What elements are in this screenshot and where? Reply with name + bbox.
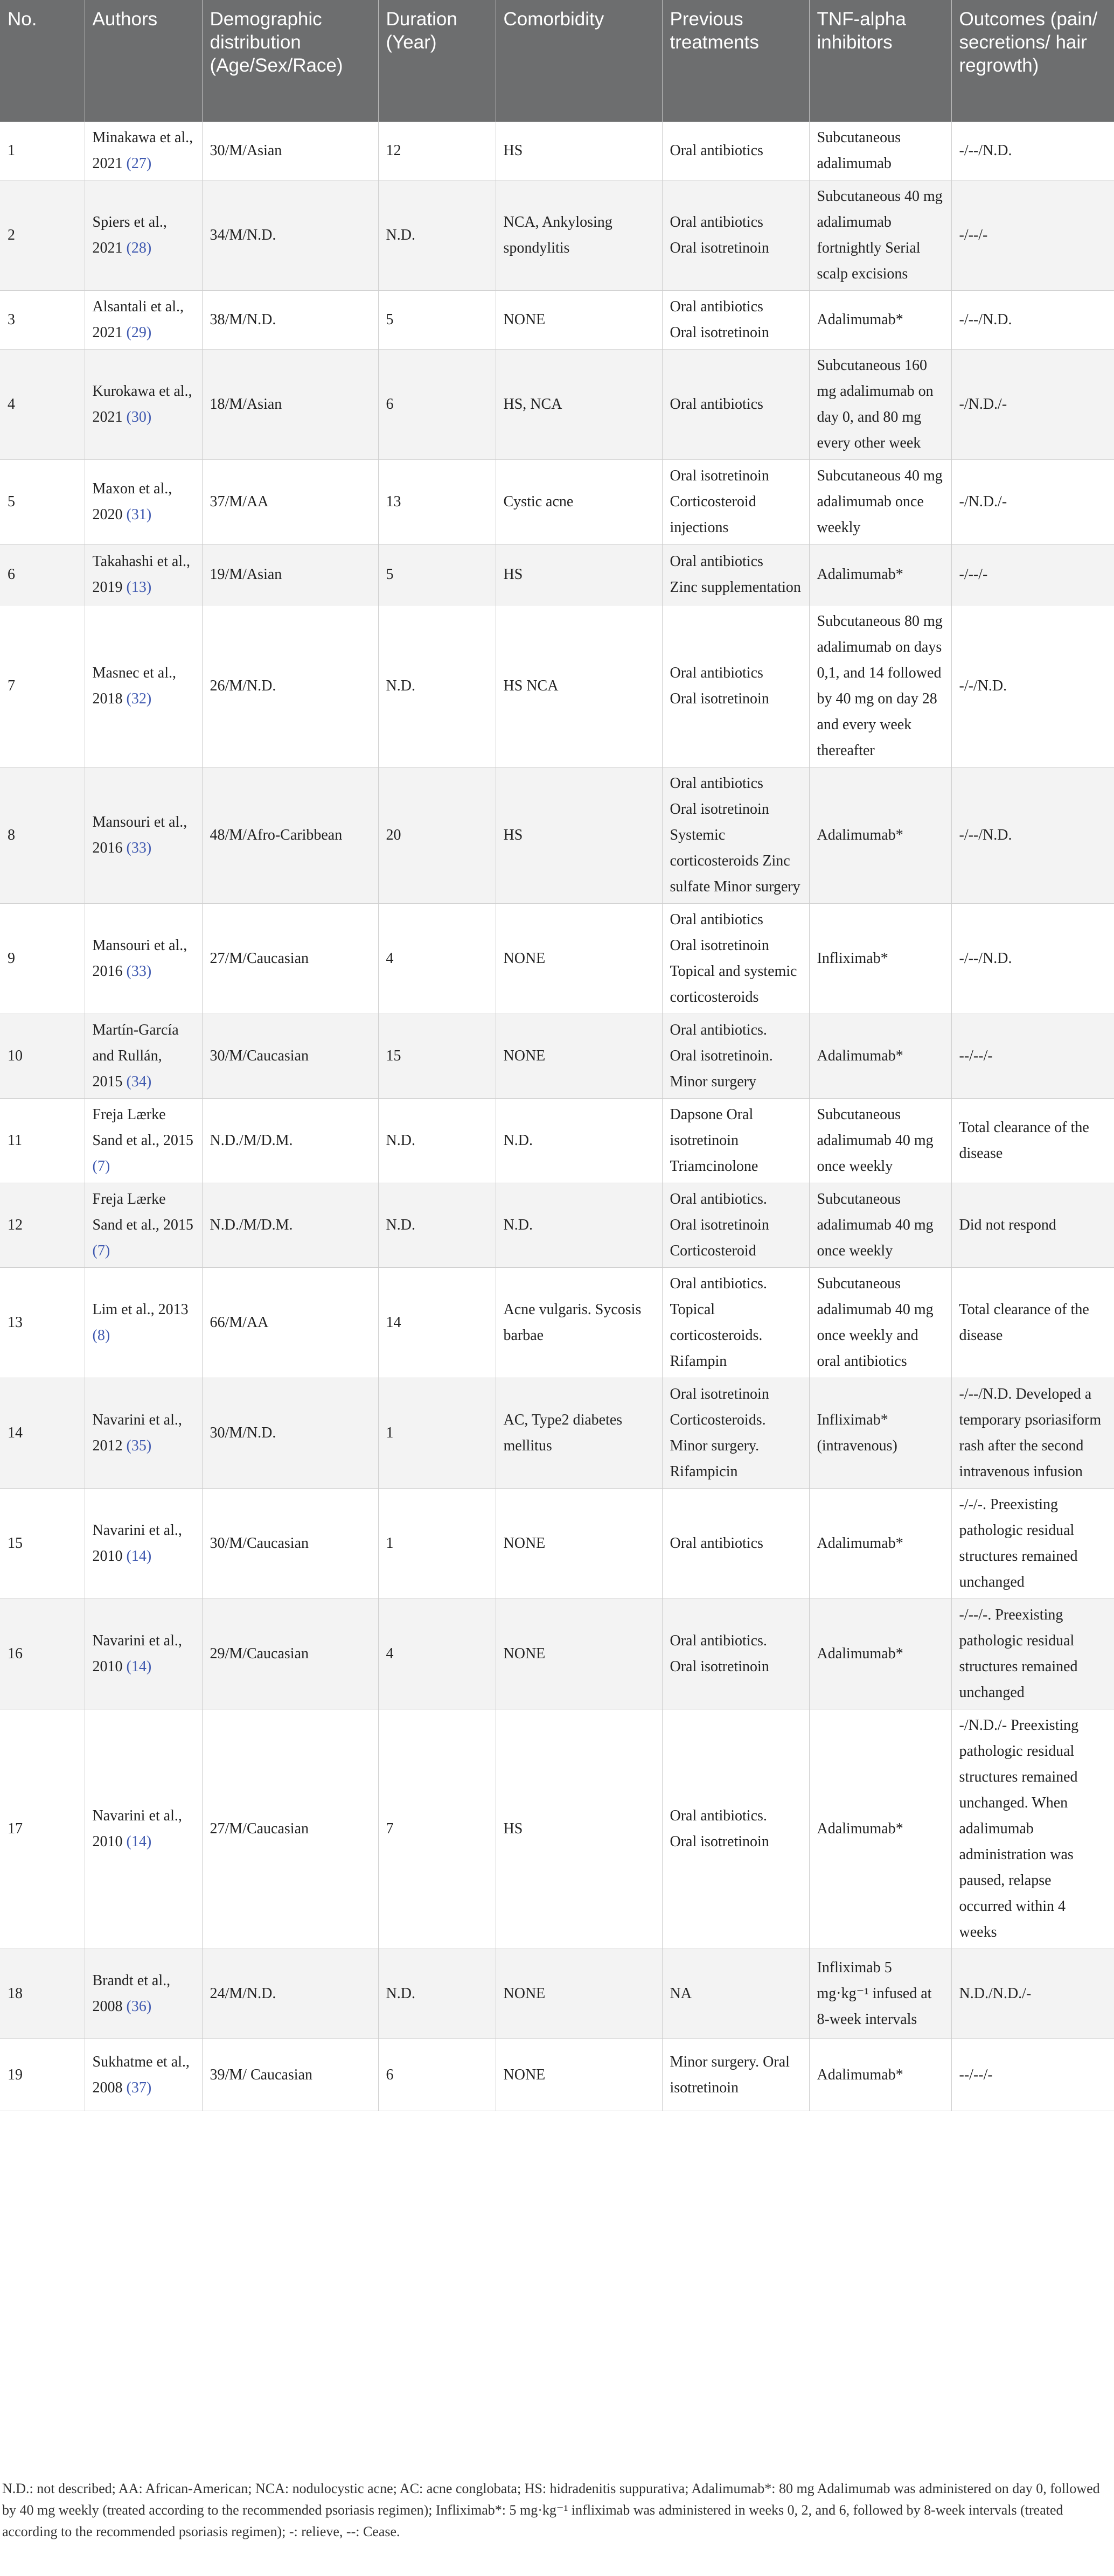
cell-duration: 20 (378, 767, 496, 904)
cell-outcome: -/--/N.D. Developed a temporary psoriasiform rash after the second intravenous infusion (951, 1378, 1114, 1489)
cell-outcome: -/--/- (951, 180, 1114, 291)
author-names: Sukhatme et al., 2008 (92, 2053, 190, 2096)
cell-outcome: Did not respond (951, 1183, 1114, 1268)
cell-no: 13 (0, 1268, 85, 1378)
cell-tnf-inhibitor: Subcutaneous 80 mg adalimumab on days 0,1, and 14 followed by 40 mg on day 28 and every week thereafter (809, 605, 951, 767)
treatment-line: Dapsone Oral isotretinoin Triamcinolone (670, 1106, 758, 1175)
cell-no: 12 (0, 1183, 85, 1268)
cell-tnf-inhibitor: Adalimumab* (809, 544, 951, 605)
cell-demographic: 37/M/AA (202, 460, 378, 544)
cell-previous-treatments (662, 1014, 809, 1099)
cell-previous-treatments (662, 904, 809, 1014)
cell-comorbidity: AC, Type2 diabetes mellitus (496, 1378, 662, 1489)
table-row (0, 1709, 1114, 1949)
cell-duration: 6 (378, 2039, 496, 2111)
author-names: Navarini et al., 2010 (92, 1632, 182, 1675)
table-row (0, 605, 1114, 767)
cell-outcome: N.D./N.D./- (951, 1949, 1114, 2039)
treatment-line: Oral antibiotics. (670, 1191, 767, 1207)
table-row (0, 904, 1114, 1014)
cell-duration: 1 (378, 1489, 496, 1599)
citation-link[interactable]: (29) (126, 324, 152, 341)
treatment-line: Oral antibiotics (670, 142, 763, 159)
cell-comorbidity: NONE (496, 1599, 662, 1709)
cell-outcome: -/--/N.D. (951, 122, 1114, 180)
cell-comorbidity: N.D. (496, 1183, 662, 1268)
table-row (0, 2039, 1114, 2111)
citation-link[interactable]: (14) (126, 1658, 152, 1675)
cell-comorbidity: Acne vulgaris. Sycosis barbae (496, 1268, 662, 1378)
treatment-line: Oral antibiotics. (670, 1275, 767, 1292)
cell-duration: 1 (378, 1378, 496, 1489)
cell-outcome: --/--/- (951, 1014, 1114, 1099)
author-names: Brandt et al., 2008 (92, 1972, 171, 2015)
author-names: Alsantali et al., 2021 (92, 298, 184, 341)
cell-authors (85, 350, 202, 460)
cell-tnf-inhibitor: Adalimumab* (809, 1709, 951, 1949)
cell-authors (85, 544, 202, 605)
cell-outcome: -/-/N.D. (951, 605, 1114, 767)
cell-comorbidity: Cystic acne (496, 460, 662, 544)
cell-outcome: -/-/-. Preexisting pathologic residual structures remained unchanged (951, 1489, 1114, 1599)
cell-demographic: 19/M/Asian (202, 544, 378, 605)
table-row (0, 1489, 1114, 1599)
cell-duration: N.D. (378, 1183, 496, 1268)
treatment-line: Oral isotretinoin (670, 1386, 769, 1402)
cell-authors (85, 1268, 202, 1378)
cell-no: 1 (0, 122, 85, 180)
cell-tnf-inhibitor: Infliximab* (intravenous) (809, 1378, 951, 1489)
cell-authors (85, 1378, 202, 1489)
cell-outcome: -/--/N.D. (951, 904, 1114, 1014)
header-duration: Duration (Year) (378, 0, 496, 122)
cell-previous-treatments (662, 2039, 809, 2111)
cell-authors (85, 904, 202, 1014)
cell-demographic: N.D./M/D.M. (202, 1183, 378, 1268)
treatment-line: Oral isotretinoin (670, 324, 769, 341)
cell-no: 17 (0, 1709, 85, 1949)
treatment-line: Oral antibiotics. (670, 1632, 767, 1649)
cell-duration: N.D. (378, 1949, 496, 2039)
cell-tnf-inhibitor: Adalimumab* (809, 1599, 951, 1709)
treatment-line: Minor surgery (670, 1073, 756, 1090)
cell-previous-treatments (662, 544, 809, 605)
citation-link[interactable]: (7) (92, 1158, 110, 1175)
citation-link[interactable]: (27) (126, 155, 152, 172)
cell-comorbidity: NONE (496, 1014, 662, 1099)
treatment-line: Topical corticosteroids. (670, 1301, 763, 1344)
cell-no: 10 (0, 1014, 85, 1099)
treatment-line: Corticosteroid injections (670, 493, 756, 536)
treatment-line: Corticosteroid (670, 1242, 756, 1259)
author-names: Lim et al., 2013 (92, 1301, 189, 1318)
table-row (0, 291, 1114, 350)
treatment-line: Oral antibiotics (670, 911, 763, 928)
cell-previous-treatments (662, 1599, 809, 1709)
citation-link[interactable]: (33) (126, 840, 152, 856)
cell-outcome: Total clearance of the disease (951, 1268, 1114, 1378)
cell-no: 14 (0, 1378, 85, 1489)
cell-demographic: 27/M/Caucasian (202, 904, 378, 1014)
author-names: Masnec et al., 2018 (92, 665, 176, 707)
cell-no: 18 (0, 1949, 85, 2039)
cell-tnf-inhibitor: Adalimumab* (809, 2039, 951, 2111)
cell-previous-treatments (662, 350, 809, 460)
citation-link[interactable]: (13) (126, 579, 152, 596)
citation-link[interactable]: (14) (126, 1833, 152, 1850)
header-outcomes: Outcomes (pain/ secretions/ hair regrowth) (951, 0, 1114, 122)
cell-authors (85, 460, 202, 544)
cell-no: 9 (0, 904, 85, 1014)
cell-previous-treatments (662, 1183, 809, 1268)
cell-duration: 7 (378, 1709, 496, 1949)
author-names: Martín-García and Rullán, 2015 (92, 1022, 179, 1090)
cell-comorbidity: HS, NCA (496, 350, 662, 460)
citation-link[interactable]: (33) (126, 963, 152, 980)
treatment-line: Oral isotretinoin (670, 467, 769, 484)
cell-tnf-inhibitor: Adalimumab* (809, 1489, 951, 1599)
cell-demographic: 24/M/N.D. (202, 1949, 378, 2039)
header-previous-treatments: Previous treatments (662, 0, 809, 122)
citation-link[interactable]: (8) (92, 1327, 110, 1344)
treatment-line: NA (670, 1985, 692, 2002)
cell-authors (85, 180, 202, 291)
cell-duration: 4 (378, 1599, 496, 1709)
cell-tnf-inhibitor: Subcutaneous 40 mg adalimumab fortnightly Serial scalp excisions (809, 180, 951, 291)
cell-tnf-inhibitor: Adalimumab* (809, 767, 951, 904)
cell-previous-treatments (662, 1268, 809, 1378)
cell-authors (85, 605, 202, 767)
treatment-line: Oral antibiotics (670, 553, 763, 570)
table-row (0, 1949, 1114, 2039)
cell-previous-treatments (662, 1378, 809, 1489)
cell-duration: 15 (378, 1014, 496, 1099)
table-row (0, 1378, 1114, 1489)
citation-link[interactable]: (32) (126, 690, 152, 707)
cell-outcome: --/--/- (951, 2039, 1114, 2111)
cell-comorbidity: HS (496, 544, 662, 605)
cell-comorbidity: NONE (496, 904, 662, 1014)
treatment-line: Zinc supplementation (670, 579, 801, 596)
cell-comorbidity: NONE (496, 2039, 662, 2111)
table-row (0, 460, 1114, 544)
cell-duration: 5 (378, 544, 496, 605)
cell-demographic: 30/M/N.D. (202, 1378, 378, 1489)
author-names: Freja Lærke Sand et al., 2015 (92, 1191, 193, 1233)
cell-no: 11 (0, 1099, 85, 1183)
cell-previous-treatments (662, 1709, 809, 1949)
cell-duration: N.D. (378, 1099, 496, 1183)
cell-authors (85, 1599, 202, 1709)
cell-outcome: Total clearance of the disease (951, 1099, 1114, 1183)
treatment-line: Oral isotretinoin (670, 690, 769, 707)
cell-demographic: N.D./M/D.M. (202, 1099, 378, 1183)
cell-tnf-inhibitor: Subcutaneous 40 mg adalimumab once weekly (809, 460, 951, 544)
cell-previous-treatments (662, 605, 809, 767)
citation-link[interactable]: (31) (126, 506, 152, 523)
cell-previous-treatments (662, 1099, 809, 1183)
cell-demographic: 18/M/Asian (202, 350, 378, 460)
cell-no: 8 (0, 767, 85, 904)
treatment-line: Oral isotretinoin (670, 240, 769, 256)
cell-outcome: -/--/-. Preexisting pathologic residual structures remained unchanged (951, 1599, 1114, 1709)
treatment-line: Oral antibiotics (670, 775, 763, 792)
treatment-line: Topical and systemic corticosteroids (670, 963, 797, 1006)
cell-previous-treatments (662, 122, 809, 180)
author-names: Navarini et al., 2012 (92, 1412, 182, 1454)
cell-authors (85, 1489, 202, 1599)
cell-no: 4 (0, 350, 85, 460)
cell-outcome: -/--/N.D. (951, 291, 1114, 350)
cell-tnf-inhibitor: Infliximab* (809, 904, 951, 1014)
cell-previous-treatments (662, 767, 809, 904)
cell-demographic: 48/M/Afro-Caribbean (202, 767, 378, 904)
cell-authors (85, 1014, 202, 1099)
cell-previous-treatments (662, 180, 809, 291)
cell-tnf-inhibitor: Infliximab 5 mg·kg⁻¹ infused at 8-week intervals (809, 1949, 951, 2039)
cell-authors (85, 1709, 202, 1949)
cell-demographic: 39/M/ Caucasian (202, 2039, 378, 2111)
cell-tnf-inhibitor: Subcutaneous adalimumab 40 mg once weekly (809, 1183, 951, 1268)
table-row (0, 1014, 1114, 1099)
cell-no: 7 (0, 605, 85, 767)
header-demographic: Demographic distribution (Age/Sex/Race) (202, 0, 378, 122)
cell-demographic: 38/M/N.D. (202, 291, 378, 350)
cell-previous-treatments (662, 1949, 809, 2039)
author-names: Navarini et al., 2010 (92, 1807, 182, 1850)
cell-comorbidity: NONE (496, 1489, 662, 1599)
cell-duration: N.D. (378, 605, 496, 767)
cell-previous-treatments (662, 460, 809, 544)
cell-outcome: -/--/- (951, 544, 1114, 605)
cell-authors (85, 122, 202, 180)
table-row (0, 122, 1114, 180)
cell-tnf-inhibitor: Adalimumab* (809, 291, 951, 350)
table-row (0, 1183, 1114, 1268)
cell-duration: 14 (378, 1268, 496, 1378)
citation-link[interactable]: (37) (126, 2079, 152, 2096)
citation-link[interactable]: (14) (126, 1548, 152, 1565)
cell-demographic: 66/M/AA (202, 1268, 378, 1378)
treatment-line: Oral antibiotics (670, 298, 763, 315)
table-footnote: N.D.: not described; AA: African-American; NCA: nodulocystic acne; AC: acne conglobata; HS: hidradenitis suppurativa; Adalimumab*: 80 mg Adalimumab was administered on day 0, followed by 40 mg weekly (treated according to the recommended psoriasis regimen); Infliximab*: 5 mg·kg⁻¹ infliximab was administered in weeks 0, 2, and 6, followed by 8-week intervals (treated according to the recommended psoriasis regimen); -: relieve, --: Cease. (2, 2481, 1100, 2539)
cell-no: 16 (0, 1599, 85, 1709)
header-tnf-inhibitors: TNF-alpha inhibitors (809, 0, 951, 122)
treatment-line: Oral isotretinoin (670, 801, 769, 818)
citation-link[interactable]: (34) (126, 1073, 152, 1090)
author-names: Freja Lærke Sand et al., 2015 (92, 1106, 193, 1149)
treatment-line: Oral isotretinoin (670, 937, 769, 954)
header-no: No. (0, 0, 85, 122)
cell-no: 5 (0, 460, 85, 544)
table-row (0, 1099, 1114, 1183)
cell-comorbidity: HS (496, 1709, 662, 1949)
cell-no: 15 (0, 1489, 85, 1599)
treatment-line: Systemic corticosteroids Zinc sulfate Minor surgery (670, 827, 800, 895)
cell-authors (85, 2039, 202, 2111)
cell-comorbidity: HS (496, 122, 662, 180)
author-names: Kurokawa et al., 2021 (92, 383, 192, 425)
cell-duration: 12 (378, 122, 496, 180)
table-row (0, 767, 1114, 904)
cell-authors (85, 291, 202, 350)
treatment-line: Oral antibiotics (670, 396, 763, 413)
table-row (0, 1599, 1114, 1709)
cell-duration: 6 (378, 350, 496, 460)
cell-authors (85, 1949, 202, 2039)
cell-previous-treatments (662, 1489, 809, 1599)
treatment-line: Rifampicin (670, 1463, 738, 1480)
author-names: Minakawa et al., 2021 (92, 129, 193, 172)
treatment-line: Minor surgery. Oral isotretinoin (670, 2053, 790, 2096)
author-names: Maxon et al., 2020 (92, 480, 172, 523)
header-row (0, 0, 1114, 122)
treatment-line: Oral antibiotics (670, 665, 763, 681)
cell-demographic: 34/M/N.D. (202, 180, 378, 291)
cell-tnf-inhibitor: Subcutaneous adalimumab 40 mg once weekly and oral antibiotics (809, 1268, 951, 1378)
cell-demographic: 29/M/Caucasian (202, 1599, 378, 1709)
header-authors: Authors (85, 0, 202, 122)
cell-authors (85, 1099, 202, 1183)
citation-link[interactable]: (30) (126, 409, 152, 425)
cell-comorbidity: NONE (496, 1949, 662, 2039)
cell-outcome: -/N.D./- (951, 350, 1114, 460)
cell-tnf-inhibitor: Subcutaneous adalimumab (809, 122, 951, 180)
table-row (0, 544, 1114, 605)
cell-demographic: 27/M/Caucasian (202, 1709, 378, 1949)
cell-demographic: 30/M/Caucasian (202, 1489, 378, 1599)
treatment-line: Rifampin (670, 1353, 727, 1370)
citation-link[interactable]: (28) (126, 240, 152, 256)
cell-no: 6 (0, 544, 85, 605)
treatment-line: Oral isotretinoin (670, 1217, 769, 1233)
cell-outcome: -/--/N.D. (951, 767, 1114, 904)
cell-tnf-inhibitor: Adalimumab* (809, 1014, 951, 1099)
treatment-line: Oral isotretinoin. (670, 1048, 773, 1064)
author-names: Spiers et al., 2021 (92, 214, 167, 256)
treatment-line: Oral antibiotics. (670, 1022, 767, 1038)
cell-comorbidity: NONE (496, 291, 662, 350)
cell-comorbidity: HS (496, 767, 662, 904)
cell-no: 2 (0, 180, 85, 291)
cell-demographic: 30/M/Caucasian (202, 1014, 378, 1099)
table-body (0, 122, 1114, 2111)
table-row (0, 180, 1114, 291)
cell-comorbidity: N.D. (496, 1099, 662, 1183)
header-comorbidity: Comorbidity (496, 0, 662, 122)
cell-authors (85, 767, 202, 904)
cell-no: 19 (0, 2039, 85, 2111)
cell-tnf-inhibitor: Subcutaneous 160 mg adalimumab on day 0, and 80 mg every other week (809, 350, 951, 460)
treatment-line: Oral antibiotics (670, 214, 763, 231)
cell-outcome: -/N.D./- (951, 460, 1114, 544)
treatment-line: Oral isotretinoin (670, 1658, 769, 1675)
cell-tnf-inhibitor: Subcutaneous adalimumab 40 mg once weekly (809, 1099, 951, 1183)
citation-link[interactable]: (36) (126, 1998, 152, 2015)
cell-duration: 13 (378, 460, 496, 544)
cell-duration: N.D. (378, 180, 496, 291)
author-names: Mansouri et al., 2016 (92, 937, 187, 980)
treatment-line: Oral antibiotics (670, 1535, 763, 1552)
cell-authors (85, 1183, 202, 1268)
treatment-line: Corticosteroids. (670, 1412, 766, 1428)
cell-outcome: -/N.D./- Preexisting pathologic residual structures remained unchanged. When adalimumab administration was paused, relapse occurred within 4 weeks (951, 1709, 1114, 1949)
cell-no: 3 (0, 291, 85, 350)
table-row (0, 1268, 1114, 1378)
cell-comorbidity: NCA, Ankylosing spondylitis (496, 180, 662, 291)
cell-duration: 4 (378, 904, 496, 1014)
cell-previous-treatments (662, 291, 809, 350)
treatment-line: Oral antibiotics. (670, 1807, 767, 1824)
author-names: Takahashi et al., 2019 (92, 553, 191, 596)
cell-comorbidity: HS NCA (496, 605, 662, 767)
treatment-line: Minor surgery. (670, 1437, 760, 1454)
author-names: Navarini et al., 2010 (92, 1522, 182, 1565)
citation-link[interactable]: (7) (92, 1242, 110, 1259)
citation-link[interactable]: (35) (126, 1437, 152, 1454)
cell-duration: 5 (378, 291, 496, 350)
cell-demographic: 26/M/N.D. (202, 605, 378, 767)
cell-demographic: 30/M/Asian (202, 122, 378, 180)
table-row (0, 350, 1114, 460)
treatment-line: Oral isotretinoin (670, 1833, 769, 1850)
author-names: Mansouri et al., 2016 (92, 814, 187, 856)
